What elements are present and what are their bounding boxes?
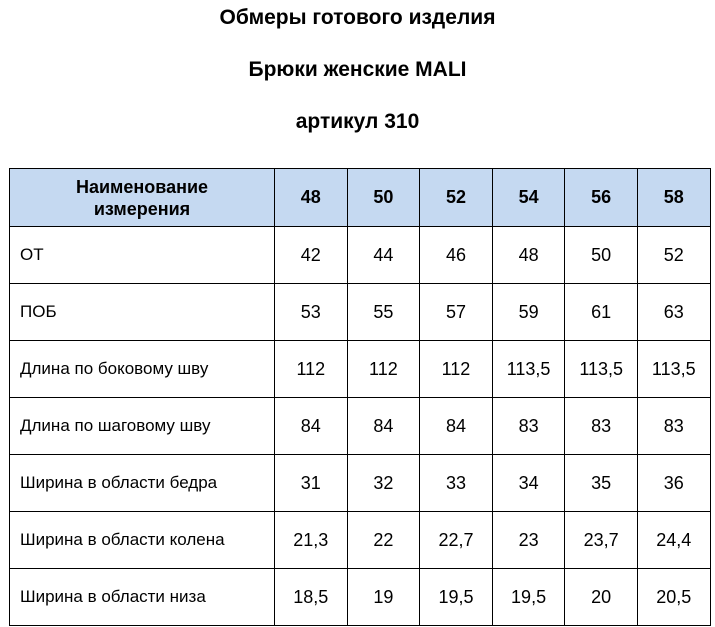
table-row [10,284,711,341]
cell-value: 55 [347,284,420,341]
cell-value: 24,4 [637,512,710,569]
cell-value: 59 [492,284,565,341]
page-title: Обмеры готового изделия [219,6,496,29]
row-name: ПОБ [10,284,275,341]
row-name: Ширина в области бедра [10,455,275,512]
measurement-name-header [10,169,275,227]
size-header-48: 48 [275,169,348,227]
size-header-50: 50 [347,169,420,227]
cell-value: 84 [420,398,493,455]
cell-value: 112 [275,341,348,398]
size-header-52: 52 [420,169,493,227]
cell-value: 46 [420,227,493,284]
cell-value: 83 [492,398,565,455]
cell-value: 112 [347,341,420,398]
row-name: Длина по боковому шву [10,341,275,398]
table-row [10,227,711,284]
cell-value: 34 [492,455,565,512]
cell-value: 84 [275,398,348,455]
cell-value: 20,5 [637,569,710,626]
cell-value: 63 [637,284,710,341]
cell-value: 44 [347,227,420,284]
row-name: Ширина в области низа [10,569,275,626]
cell-value: 22 [347,512,420,569]
cell-value: 31 [275,455,348,512]
cell-value: 19,5 [420,569,493,626]
cell-value: 50 [565,227,638,284]
table-row [10,398,711,455]
table-row [10,455,711,512]
table-row [10,341,711,398]
cell-value: 23 [492,512,565,569]
measurement-name-header-line2: измерения [93,198,191,219]
table-row [10,512,711,569]
cell-value: 113,5 [637,341,710,398]
cell-value: 113,5 [492,341,565,398]
cell-value: 19,5 [492,569,565,626]
cell-value: 57 [420,284,493,341]
cell-value: 48 [492,227,565,284]
measurement-name-header-line1: Наименование [75,176,209,197]
size-header-56: 56 [565,169,638,227]
cell-value: 53 [275,284,348,341]
cell-value: 35 [565,455,638,512]
cell-value: 32 [347,455,420,512]
cell-value: 83 [637,398,710,455]
cell-value: 36 [637,455,710,512]
cell-value: 23,7 [565,512,638,569]
cell-value: 19 [347,569,420,626]
cell-value: 112 [420,341,493,398]
size-header-54: 54 [492,169,565,227]
cell-value: 113,5 [565,341,638,398]
cell-value: 42 [275,227,348,284]
size-header-58: 58 [637,169,710,227]
cell-value: 83 [565,398,638,455]
table-header-row [10,169,711,227]
cell-value: 21,3 [275,512,348,569]
cell-value: 84 [347,398,420,455]
cell-value: 61 [565,284,638,341]
row-name: ОТ [10,227,275,284]
cell-value: 18,5 [275,569,348,626]
cell-value: 52 [637,227,710,284]
cell-value: 20 [565,569,638,626]
row-name: Длина по шаговому шву [10,398,275,455]
measurements-table [9,168,711,626]
cell-value: 22,7 [420,512,493,569]
article-number: артикул 310 [295,110,420,133]
product-name: Брюки женские MALI [248,58,467,81]
table-row [10,569,711,626]
cell-value: 33 [420,455,493,512]
row-name: Ширина в области колена [10,512,275,569]
